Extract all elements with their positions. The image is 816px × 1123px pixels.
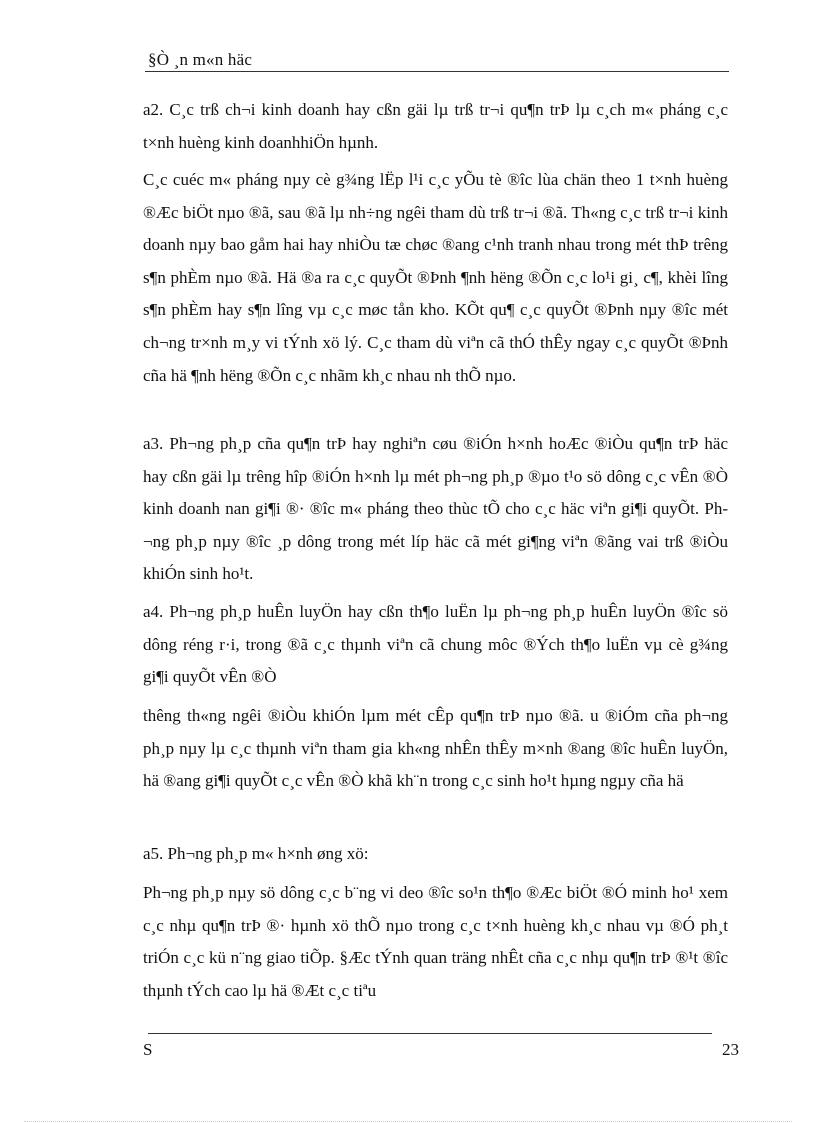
page-header-title: §Ò ¸n m«n häc <box>148 50 253 69</box>
paragraph-behavior-modeling: Ph¬ng ph¸p nµy sö dông c¸c b¨ng vi deo ®îc so¹n th¶o ®Æc biÖt ®Ó minh ho¹ xem c¸c nhµ qu¶n trÞ ®· hµnh xö thÕ nµo trong c¸c t×nh huèng kh¸c nhau vµ ®Ó ph¸t triÓn c¸c kü n¨ng giao tiÕp. §Æc tÝnh quan träng nhÊt cña c¸c nhµ qu¶n trÞ ®¹t ®îc thµnh tÝch cao lµ hä ®Æt c¸c tiªu <box>143 883 728 1000</box>
header-divider <box>145 71 729 72</box>
paragraph-a5: a5. Ph¬ng ph¸p m« h×nh øng xö: <box>143 844 369 863</box>
footer-divider <box>148 1033 712 1034</box>
page-number: 23 <box>722 1040 739 1059</box>
paragraph-discussion-advantages: thêng th«ng ngêi ®iÒu khiÓn lµm mét cÊp qu¶n trÞ nµo ®ã. u ®iÓm cña ph¬ng ph¸p nµy lµ c¸c thµnh viªn tham gia kh«ng nhÊn thÊy m×nh ®ang ®îc huÊn luyÖn, hä ®ang gi¶i quyÕt c¸c vÊn ®Ò khã kh¨n trong c¸c sinh ho¹t hµng ngµy cña hä <box>143 706 728 791</box>
footer-left-text: S <box>143 1040 153 1059</box>
page-bottom-edge <box>24 1121 792 1122</box>
paragraph-a3: a3. Ph¬ng ph¸p cña qu¶n trÞ hay nghiªn cøu ®iÓn h×nh hoÆc ®iÒu qu¶n trÞ häc hay cßn gäi lµ trêng hîp ®iÓn h×nh lµ mét ph¬ng ph¸p ®µo t¹o sö dông c¸c vÊn ®Ò kinh doanh nan gi¶i ®· ®îc m« pháng theo thùc tÕ cho c¸c häc viªn gi¶i quyÕt. Ph¬ng ph¸p nµy ®îc ¸p dông trong mét líp häc cã mét gi¶ng viªn ®ãng vai trß ®iÒu khiÓn sinh ho¹t. <box>143 434 728 584</box>
paragraph-business-games: C¸c cuéc m« pháng nµy cè g¾ng lËp l¹i c¸c yÕu tè ®îc lùa chän theo 1 t×nh huèng ®Æc biÖt nµo ®ã, sau ®ã lµ nh÷ng ngêi tham dù trß tr¬i ®ã. Th«ng c¸c trß tr¬i kinh doanh nµy bao gåm hai hay nhiÒu tæ chøc ®ang c¹nh tranh nhau trong mét thÞ trêng s¶n phÈm nµo ®ã. Hä ®a ra c¸c quyÕt ®Þnh ¶nh hëng ®Õn c¸c lo¹i gi¸ c¶, khèi lîng s¶n phÈm hay s¶n lîng vµ c¸c møc tån kho. KÕt qu¶ c¸c quyÕt ®Þnh nµy ®îc mét ch¬ng tr×nh m¸y vi tÝnh xö lý. C¸c tham dù viªn cã thÓ thÊy ngay c¸c quyÕt ®Þnh cña hä ¶nh hëng ®Õn c¸c nhãm kh¸c nhau nh thÕ nµo. <box>143 170 728 385</box>
paragraph-a4: a4. Ph¬ng ph¸p huÊn luyÖn hay cßn th¶o luËn lµ ph¬ng ph¸p huÊn luyÖn ®îc sö dông réng r·i, trong ®ã c¸c thµnh viªn cã chung môc ®Ých th¶o luËn vµ cè g¾ng gi¶i quyÕt vÊn ®Ò <box>143 602 728 687</box>
paragraph-a2: a2. C¸c trß ch¬i kinh doanh hay cßn gäi lµ trß tr¬i qu¶n trÞ lµ c¸ch m« pháng c¸c t×nh huèng kinh doanhhiÖn hµnh. <box>143 100 728 152</box>
